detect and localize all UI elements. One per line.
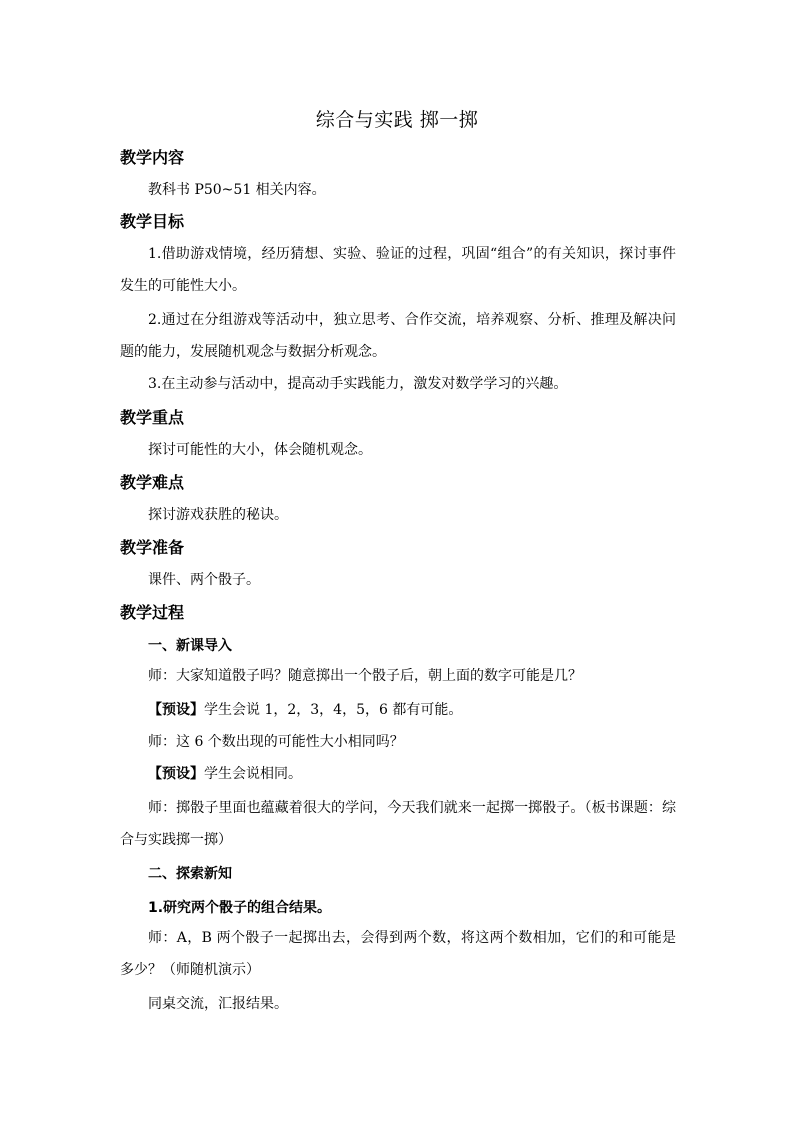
explore-question-1: 师：A，B 两个骰子一起掷出去，会得到两个数，将这两个数相加，它们的和可能是多少？（师随机演示） xyxy=(120,930,676,978)
goal-item-3: 3.在主动参与活动中，提高动手实践能力，激发对数学学习的兴趣。 xyxy=(148,376,568,392)
heading-teaching-goals: 教学目标 xyxy=(120,212,185,231)
goal-item-1: 1.借助游戏情境，经历猜想、实验、验证的过程，巩固“组合”的有关知识，探讨事件发生的可能性大小。 xyxy=(120,246,676,294)
document-title: 综合与实践 掷一掷 xyxy=(315,109,479,131)
heading-preparation: 教学准备 xyxy=(120,538,185,557)
heading-teaching-content: 教学内容 xyxy=(120,148,185,167)
key-points-text: 探讨可能性的大小，体会随机观念。 xyxy=(148,442,372,458)
intro-question-2: 师：这 6 个数出现的可能性大小相同吗？ xyxy=(148,734,404,750)
goal-item-2: 2.通过在分组游戏等活动中，独立思考、合作交流，培养观察、分析、推理及解决问题的能力，发展随机观念与数据分析观念。 xyxy=(120,312,676,360)
difficulty-text: 探讨游戏获胜的秘诀。 xyxy=(148,507,288,523)
preset-answer-1: 学生会说 1，2，3，4，5，6 都有可能。 xyxy=(204,702,463,718)
preparation-text: 课件、两个骰子。 xyxy=(148,572,260,588)
heading-key-points: 教学重点 xyxy=(120,408,185,427)
teaching-content-text: 教科书 P50~51 相关内容。 xyxy=(148,182,326,198)
subheading-intro: 一、新课导入 xyxy=(148,638,232,654)
intro-preset-1 xyxy=(120,694,676,726)
intro-question-1: 师：大家知道骰子吗？随意掷出一个骰子后，朝上面的数字可能是几？ xyxy=(148,668,582,684)
preset-answer-2: 学生会说相同。 xyxy=(204,766,302,782)
subheading-explore: 二、探索新知 xyxy=(148,866,232,882)
heading-process: 教学过程 xyxy=(120,603,185,622)
preset-tag: 【预设】 xyxy=(148,702,204,718)
explore-task-1: 同桌交流，汇报结果。 xyxy=(148,996,288,1012)
preset-tag: 【预设】 xyxy=(148,766,204,782)
intro-question-3: 师：掷骰子里面也蕴藏着很大的学问，今天我们就来一起掷一掷骰子。（板书课题：综合与实践掷一掷） xyxy=(120,800,676,848)
explore-sub-1: 1.研究两个骰子的组合结果。 xyxy=(148,900,332,916)
intro-preset-2 xyxy=(120,758,676,790)
heading-difficulty: 教学难点 xyxy=(120,473,185,492)
